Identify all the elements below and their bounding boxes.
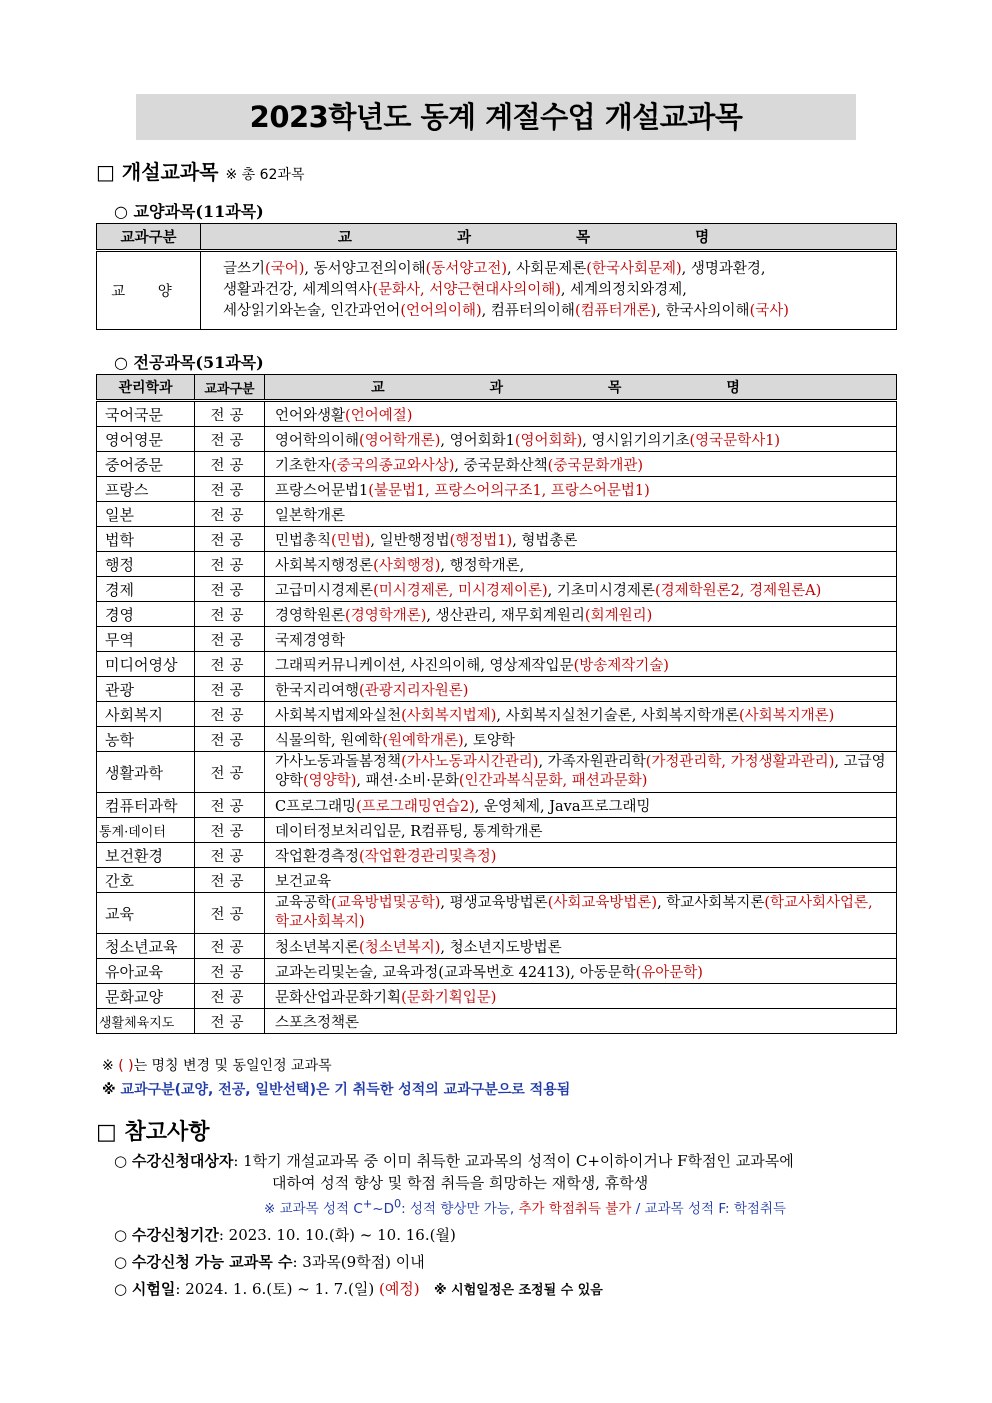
course-name: , 고급영양학 <box>275 754 886 789</box>
course-name: 청소년복지론 <box>275 939 360 956</box>
general-courses-table <box>96 223 897 330</box>
table-row <box>97 1009 897 1034</box>
course-line <box>223 280 886 301</box>
alt-course-name: (경영학개론) <box>345 607 427 624</box>
alt-course-name: (가정관리학, 가정생활과관리) <box>645 754 835 770</box>
dept-cell: 생활과학 <box>97 752 195 793</box>
course-name: , 가족자원관리학 <box>538 754 646 770</box>
dept-cell: 컴퓨터과학 <box>97 793 195 818</box>
course-name: 기초한자 <box>275 457 332 474</box>
dept-cell: 영어영문 <box>97 427 195 452</box>
ref-tag: (예정) <box>378 1280 420 1298</box>
table-row <box>97 893 897 934</box>
dept-cell: 경제 <box>97 577 195 602</box>
category-cell: 전공 <box>195 477 265 502</box>
course-list-cell <box>265 984 897 1009</box>
alt-course-name: (사회행정) <box>373 557 441 574</box>
alt-course-name: (경제학원론2, 경제원론A) <box>654 582 822 599</box>
category-cell: 전공 <box>195 934 265 959</box>
alt-course-name: (인간과복식문화, 패션과문화) <box>458 773 648 789</box>
checkbox-square-icon: □ <box>96 160 115 184</box>
alt-course-name: (사회복지개론) <box>738 707 835 724</box>
course-name: 프랑스어문법1 <box>275 482 369 499</box>
ref-value: 3과목(9학점) 이내 <box>302 1253 425 1271</box>
dept-cell: 농학 <box>97 727 195 752</box>
course-list-cell <box>265 552 897 577</box>
footnote-renamed <box>102 1055 332 1075</box>
col-dept-header: 관리학과 <box>97 375 195 401</box>
ref-limit: ○ 수강신청 가능 교과목 수: 3과목(9학점) 이내 <box>114 1253 425 1271</box>
circle-bullet-icon: ○ <box>114 1253 128 1271</box>
alt-course-name: (학교사회사업론, 학교사회복지) <box>275 895 873 930</box>
category-cell: 전공 <box>195 868 265 893</box>
dept-cell: 경영 <box>97 602 195 627</box>
course-name: 글쓰기 <box>223 261 266 277</box>
course-name: , 토양학 <box>463 732 515 749</box>
checkbox-square-icon: □ <box>96 1120 117 1145</box>
dept-cell: 법학 <box>97 527 195 552</box>
course-name: , 세계의정치와경제, <box>560 282 687 298</box>
course-line <box>223 259 886 280</box>
col-category-header: 교과구분 <box>195 375 265 401</box>
course-list-cell <box>265 793 897 818</box>
note-part: ~D <box>372 1201 394 1217</box>
category-cell: 전공 <box>195 959 265 984</box>
course-name: 영어학의이해 <box>275 432 360 449</box>
course-name: , 컴퓨터의이해 <box>481 303 575 319</box>
category-cell: 전공 <box>195 893 265 934</box>
category-cell: 전공 <box>195 1009 265 1034</box>
ref-period: ○ 수강신청기간: 2023. 10. 10.(화) ~ 10. 16.(월) <box>114 1226 456 1244</box>
col-course-header: 교 과 목 명 <box>201 224 897 251</box>
table-row <box>97 727 897 752</box>
table-row <box>97 959 897 984</box>
table-row <box>97 868 897 893</box>
note-part: ※ 교과목 성적 C <box>264 1201 363 1217</box>
alt-course-name: (프로그래밍연습2) <box>356 798 475 815</box>
note-mark: ※ <box>102 1082 116 1098</box>
ref-label: 수강신청대상자 <box>131 1152 234 1170</box>
alt-course-name: (관광지리자원론) <box>359 682 469 699</box>
course-list-cell <box>265 868 897 893</box>
ref-label: 수강신청기간 <box>131 1226 219 1244</box>
alt-course-name: (불문법1, 프랑스어의구조1, 프랑스어문법1) <box>368 482 650 499</box>
category-cell: 전공 <box>195 984 265 1009</box>
course-name: 문화산업과문화기획 <box>275 989 402 1006</box>
course-name: 식물의학, 원예학 <box>275 732 383 749</box>
category-cell: 전공 <box>195 527 265 552</box>
note-text: 교과구분(교양, 전공, 일반선택)은 기 취득한 성적의 교과구분으로 적용됨 <box>120 1082 571 1098</box>
dept-cell: 프랑스 <box>97 477 195 502</box>
course-list-cell <box>265 843 897 868</box>
col-category-header: 교과구분 <box>97 224 201 251</box>
note-text: 는 명칭 변경 및 동일인정 교과목 <box>133 1058 332 1074</box>
alt-course-name: (동서양고전) <box>425 261 507 277</box>
ref-exam: ○ 시험일: 2024. 1. 6.(토) ~ 1. 7.(일) (예정) ※ 시험일정은 조정될 수 있음 <box>114 1280 603 1298</box>
course-name: 작업환경측정 <box>275 848 360 865</box>
course-name: C프로그래밍 <box>275 798 357 815</box>
course-name: 언어와생활 <box>275 407 346 424</box>
total-count-note: ※ 총 62과목 <box>225 167 305 183</box>
note-paren: ( ) <box>118 1058 134 1074</box>
footnote-category <box>102 1079 570 1099</box>
circle-bullet-icon: ○ <box>114 1280 128 1298</box>
alt-course-name: (중국의종교와사상) <box>331 457 455 474</box>
category-cell: 전공 <box>195 652 265 677</box>
course-name: 민법총칙 <box>275 532 332 549</box>
course-name: 스포츠정책론 <box>275 1014 360 1031</box>
course-name: , 학교사회복지론 <box>657 895 765 911</box>
course-list-cell <box>201 251 897 330</box>
course-name: , 생산관리, 재무회계원리 <box>426 607 585 624</box>
table-row <box>97 677 897 702</box>
major-heading: 전공과목(51과목) <box>133 353 264 372</box>
course-list-cell <box>265 818 897 843</box>
superscript: 0 <box>393 1197 402 1211</box>
category-cell: 전공 <box>195 727 265 752</box>
alt-course-name: (회계원리) <box>584 607 653 624</box>
dept-cell: 생활체육지도 <box>97 1009 195 1034</box>
alt-course-name: (문화기획입문) <box>401 989 497 1006</box>
course-name: 한국지리여행 <box>275 682 360 699</box>
alt-course-name: (사회교육방법론) <box>547 895 658 911</box>
course-name: 가사노동과돌봄정책 <box>275 754 402 770</box>
course-list-cell <box>265 527 897 552</box>
category-cell: 전공 <box>195 843 265 868</box>
dept-cell: 관광 <box>97 677 195 702</box>
table-row <box>97 477 897 502</box>
course-name: , 형법총론 <box>512 532 578 549</box>
course-list-cell <box>265 602 897 627</box>
course-line <box>223 301 886 322</box>
dept-cell: 청소년교육 <box>97 934 195 959</box>
ref-value: 2024. 1. 6.(토) ~ 1. 7.(일) <box>185 1280 375 1298</box>
category-cell: 전공 <box>195 677 265 702</box>
dept-cell: 문화교양 <box>97 984 195 1009</box>
ref-target: ○ 수강신청대상자: 1학기 개설교과목 중 이미 취득한 교과목의 성적이 C+이하이거나 F학점인 교과목에 <box>114 1152 794 1170</box>
circle-bullet-icon: ○ <box>114 353 128 372</box>
course-name: 사회복지법제와실천 <box>275 707 402 724</box>
course-name: , 평생교육방법론 <box>440 895 548 911</box>
table-row <box>97 934 897 959</box>
course-name: 사회복지행정론 <box>275 557 374 574</box>
course-name: , 생명과환경, <box>681 261 766 277</box>
alt-course-name: (민법) <box>331 532 371 549</box>
course-list-cell <box>265 677 897 702</box>
table-row <box>97 793 897 818</box>
alt-course-name: (국사) <box>749 303 789 319</box>
course-name: 생활과건강, 세계의역사 <box>223 282 373 298</box>
category-cell: 전공 <box>195 452 265 477</box>
course-list-cell <box>265 652 897 677</box>
alt-course-name: (원예학개론) <box>382 732 464 749</box>
table-row <box>97 752 897 793</box>
table-row <box>97 627 897 652</box>
dept-cell: 보건환경 <box>97 843 195 868</box>
course-list-cell <box>265 959 897 984</box>
course-name: , 일반행정법 <box>370 532 450 549</box>
category-cell: 전공 <box>195 702 265 727</box>
course-name: , 청소년지도방법론 <box>440 939 562 956</box>
superscript: + <box>362 1197 373 1211</box>
dept-cell: 사회복지 <box>97 702 195 727</box>
course-name: 일본학개론 <box>275 507 346 524</box>
alt-course-name: (행정법1) <box>449 532 513 549</box>
course-name: , 사회문제론 <box>507 261 587 277</box>
category-cell: 전공 <box>195 602 265 627</box>
alt-course-name: (영어회화) <box>514 432 583 449</box>
category-cell: 전공 <box>195 552 265 577</box>
dept-cell: 무역 <box>97 627 195 652</box>
table-row <box>97 251 897 330</box>
category-cell: 전공 <box>195 627 265 652</box>
ref-target-line2: 대하여 성적 향상 및 학점 취득을 희망하는 재학생, 휴학생 <box>272 1174 649 1192</box>
col-course-header: 교 과 목 명 <box>265 375 897 401</box>
course-list-cell <box>265 477 897 502</box>
alt-course-name: (문화사, 서양근현대사의이해) <box>372 282 561 298</box>
section-offered-courses <box>96 156 304 185</box>
section-heading: 개설교과목 <box>121 160 219 184</box>
note-part: / 교과목 성적 F: 학점취득 <box>635 1201 787 1217</box>
table-header-row <box>97 224 897 251</box>
alt-course-name: (영양학) <box>303 773 357 789</box>
course-name: , 행정학개론, <box>440 557 525 574</box>
alt-course-name: (국어) <box>265 261 305 277</box>
table-header-row <box>97 375 897 401</box>
course-list-cell <box>265 702 897 727</box>
alt-course-name: (언어예절) <box>345 407 413 424</box>
course-list-cell <box>265 401 897 427</box>
course-list-cell <box>265 427 897 452</box>
ref-value: 1학기 개설교과목 중 이미 취득한 교과목의 성적이 C+이하이거나 F학점인 교과목에 <box>243 1152 794 1170</box>
table-row <box>97 452 897 477</box>
major-subheading <box>114 350 264 373</box>
ref-value: 2023. 10. 10.(화) ~ 10. 16.(월) <box>228 1226 456 1244</box>
course-name: 교육공학 <box>275 895 332 911</box>
course-name: , 동서양고전의이해 <box>304 261 426 277</box>
alt-course-name: (사회복지법제) <box>401 707 497 724</box>
course-name: , 한국사의이해 <box>656 303 750 319</box>
dept-cell: 간호 <box>97 868 195 893</box>
table-row <box>97 984 897 1009</box>
alt-course-name: (청소년복지) <box>359 939 441 956</box>
section-references <box>96 1115 209 1146</box>
course-list-cell <box>265 452 897 477</box>
course-list-cell <box>265 934 897 959</box>
course-name: 경영학원론 <box>275 607 346 624</box>
course-name: 데이터정보처리입문, R컴퓨팅, 통계학개론 <box>275 823 543 840</box>
alt-course-name: (언어의이해) <box>400 303 482 319</box>
course-name: , 중국문화산책 <box>454 457 548 474</box>
category-cell: 교 양 <box>97 251 201 330</box>
course-name: , 사회복지실천기술론, 사회복지학개론 <box>496 707 739 724</box>
course-list-cell <box>265 627 897 652</box>
alt-course-name: (영어학개론) <box>359 432 441 449</box>
category-cell: 전공 <box>195 502 265 527</box>
alt-course-name: (중국문화개관) <box>547 457 644 474</box>
category-cell: 전공 <box>195 577 265 602</box>
major-courses-table <box>96 374 897 1034</box>
alt-course-name: (방송제작기술) <box>573 657 669 674</box>
alt-course-name: (교육방법및공학) <box>331 895 441 911</box>
circle-bullet-icon: ○ <box>114 1226 128 1244</box>
course-name: , 패션·소비·문화 <box>356 773 459 789</box>
dept-cell: 국어국문 <box>97 401 195 427</box>
course-name: 고급미시경제론 <box>275 582 374 599</box>
table-row <box>97 702 897 727</box>
table-row <box>97 527 897 552</box>
dept-cell: 통계·데이터 <box>97 818 195 843</box>
category-cell: 전공 <box>195 427 265 452</box>
course-name: 교과논리및논술, 교육과정(교과목번호 42413), 아동문학 <box>275 964 636 981</box>
ref-label: 수강신청 가능 교과목 수 <box>131 1253 293 1271</box>
dept-cell: 미디어영상 <box>97 652 195 677</box>
course-list-cell <box>265 502 897 527</box>
dept-cell: 행정 <box>97 552 195 577</box>
section-heading: 참고사항 <box>124 1120 210 1145</box>
course-list-cell <box>265 752 897 793</box>
table-row <box>97 843 897 868</box>
general-heading: 교양과목(11과목) <box>133 202 264 221</box>
table-row <box>97 552 897 577</box>
table-row <box>97 427 897 452</box>
course-name: , 기초미시경제론 <box>547 582 655 599</box>
alt-course-name: (미시경제론, 미시경제이론) <box>373 582 548 599</box>
table-row <box>97 602 897 627</box>
alt-course-name: (영국문학사1) <box>689 432 781 449</box>
ref-exam-note: ※ 시험일정은 조정될 수 있음 <box>433 1283 603 1298</box>
alt-course-name: (가사노동과시간관리) <box>401 754 539 770</box>
table-row <box>97 502 897 527</box>
course-name: 세상읽기와논술, 인간과언어 <box>223 303 401 319</box>
course-name: , 영어회화1 <box>440 432 515 449</box>
category-cell: 전공 <box>195 818 265 843</box>
page-title: 2023학년도 동계 계절수업 개설교과목 <box>136 94 856 140</box>
course-name: 보건교육 <box>275 873 332 890</box>
dept-cell: 일본 <box>97 502 195 527</box>
dept-cell: 유아교육 <box>97 959 195 984</box>
course-list-cell <box>265 1009 897 1034</box>
table-row <box>97 818 897 843</box>
ref-label: 시험일 <box>131 1280 176 1298</box>
table-row <box>97 577 897 602</box>
alt-course-name: (컴퓨터개론) <box>574 303 657 319</box>
category-cell: 전공 <box>195 401 265 427</box>
table-row <box>97 401 897 427</box>
course-list-cell <box>265 727 897 752</box>
course-list-cell <box>265 577 897 602</box>
alt-course-name: (유아문학) <box>635 964 703 981</box>
table-row <box>97 652 897 677</box>
circle-bullet-icon: ○ <box>114 1152 128 1170</box>
alt-course-name: (작업환경관리및측정) <box>359 848 497 865</box>
course-name: 그래픽커뮤니케이션, 사진의이해, 영상제작입문 <box>275 657 574 674</box>
note-part: : 성적 향상만 가능, <box>401 1201 515 1217</box>
circle-bullet-icon: ○ <box>114 202 128 221</box>
general-subheading <box>114 199 264 222</box>
dept-cell: 중어중문 <box>97 452 195 477</box>
dept-cell: 교육 <box>97 893 195 934</box>
ref-target-note <box>264 1197 786 1217</box>
note-warning: 추가 학점취득 불가 <box>518 1201 632 1217</box>
course-name: , 영시읽기의기초 <box>582 432 690 449</box>
course-name: , 운영체제, Java프로그래밍 <box>474 798 651 815</box>
course-list-cell <box>265 893 897 934</box>
category-cell: 전공 <box>195 752 265 793</box>
note-mark: ※ <box>102 1058 114 1074</box>
course-name: 국제경영학 <box>275 632 346 649</box>
alt-course-name: (한국사회문제) <box>586 261 682 277</box>
category-cell: 전공 <box>195 793 265 818</box>
